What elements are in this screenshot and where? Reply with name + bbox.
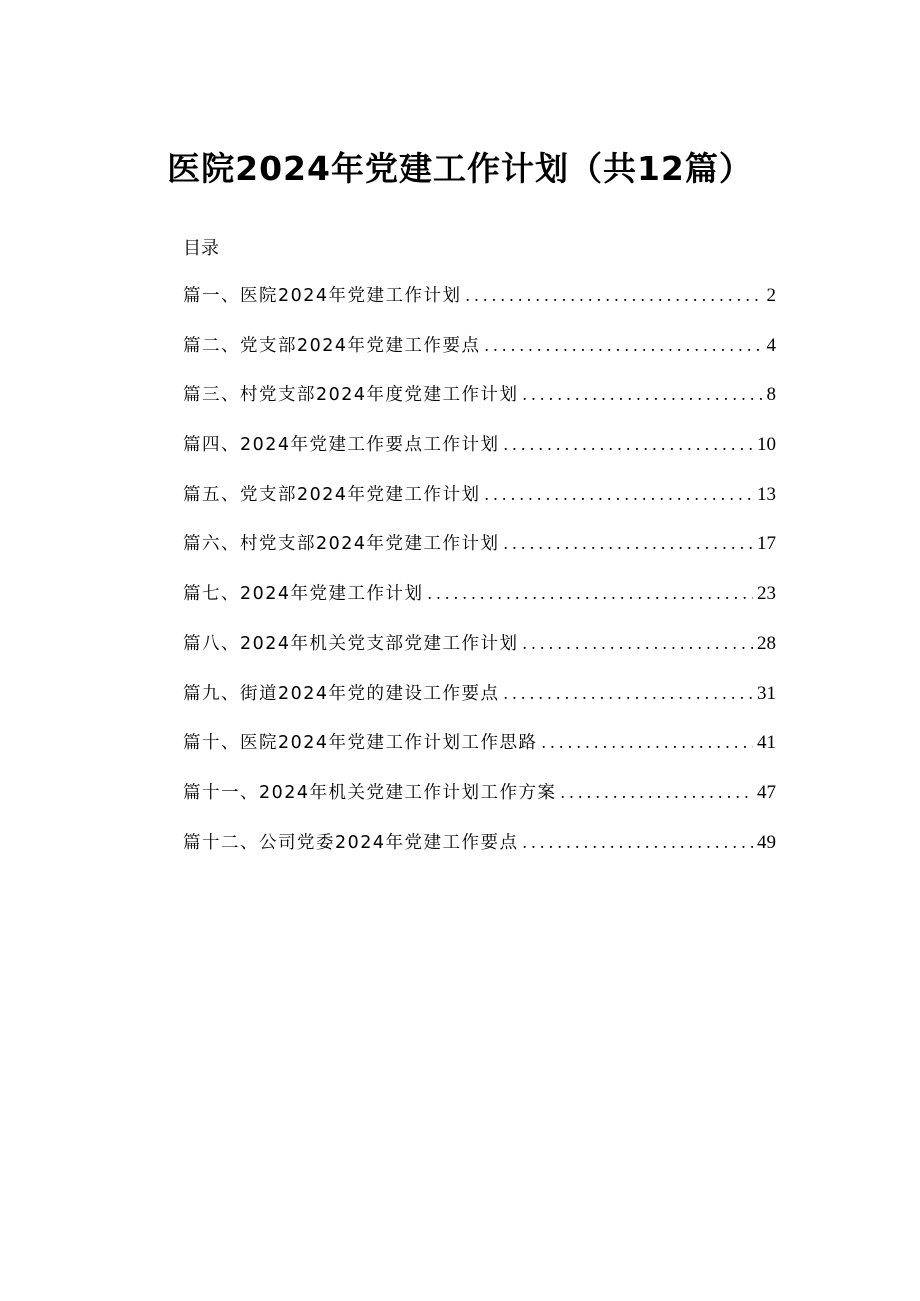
toc-heading: 目录 [183, 238, 219, 259]
toc-entry-page: 8 [766, 384, 776, 406]
toc-entry-2[interactable] [183, 332, 776, 382]
toc-entry-page: 17 [757, 533, 776, 555]
toc-leader-dots [561, 782, 753, 803]
toc-entry-page: 4 [766, 334, 776, 356]
toc-entry-4[interactable] [183, 431, 776, 481]
toc-leader-dots [523, 384, 763, 405]
toc-entry-5[interactable] [183, 481, 776, 531]
toc-entry-label: 篇二、党支部2024年党建工作要点 [183, 335, 481, 356]
toc-entry-page: 23 [757, 583, 776, 605]
toc-entry-label: 篇五、党支部2024年党建工作计划 [183, 484, 481, 505]
toc-entry-page: 10 [757, 434, 776, 456]
toc-entry-label: 篇一、医院2024年党建工作计划 [183, 286, 462, 306]
toc-leader-dots [542, 732, 753, 753]
toc-leader-dots [523, 832, 753, 853]
toc-entry-page: 41 [757, 732, 776, 754]
toc-entry-page: 49 [757, 831, 776, 853]
toc-entry-6[interactable] [183, 530, 776, 580]
toc-entry-page: 31 [757, 682, 776, 704]
toc-leader-dots [504, 434, 753, 455]
toc-entry-7[interactable] [183, 580, 776, 630]
toc-entry-page: 47 [757, 781, 776, 803]
toc-leader-dots [485, 335, 763, 356]
toc-entry-label: 篇三、村党支部2024年度党建工作计划 [183, 385, 519, 406]
toc-entry-3[interactable] [183, 381, 776, 431]
toc-entry-label: 篇十、医院2024年党建工作计划工作思路 [183, 733, 538, 754]
toc-leader-dots [466, 285, 763, 306]
toc-entry-9[interactable] [183, 680, 776, 730]
toc-entry-8[interactable] [183, 630, 776, 680]
document-title: 医院2024年党建工作计划（共12篇） [167, 149, 753, 188]
toc-leader-dots [523, 633, 753, 654]
toc-entry-label: 篇十二、公司党委2024年党建工作要点 [183, 832, 519, 853]
toc-entry-1[interactable] [183, 282, 776, 332]
toc-entry-label: 篇九、街道2024年党的建设工作要点 [183, 683, 500, 704]
toc-entry-10[interactable] [183, 729, 776, 779]
toc-entry-12[interactable] [183, 829, 776, 879]
toc-entry-label: 篇八、2024年机关党支部党建工作计划 [183, 633, 519, 654]
table-of-contents [183, 282, 776, 878]
toc-entry-page: 2 [766, 285, 776, 306]
toc-entry-page: 13 [757, 483, 776, 505]
toc-entry-label: 篇六、村党支部2024年党建工作计划 [183, 534, 500, 555]
toc-leader-dots [428, 583, 753, 604]
toc-entry-label: 篇四、2024年党建工作要点工作计划 [183, 435, 500, 456]
toc-entry-page: 28 [757, 632, 776, 654]
toc-leader-dots [504, 683, 753, 704]
toc-entry-label: 篇七、2024年党建工作计划 [183, 584, 424, 605]
toc-leader-dots [504, 533, 753, 554]
toc-entry-label: 篇十一、2024年机关党建工作计划工作方案 [183, 782, 557, 803]
toc-entry-11[interactable] [183, 779, 776, 829]
toc-leader-dots [485, 484, 753, 505]
